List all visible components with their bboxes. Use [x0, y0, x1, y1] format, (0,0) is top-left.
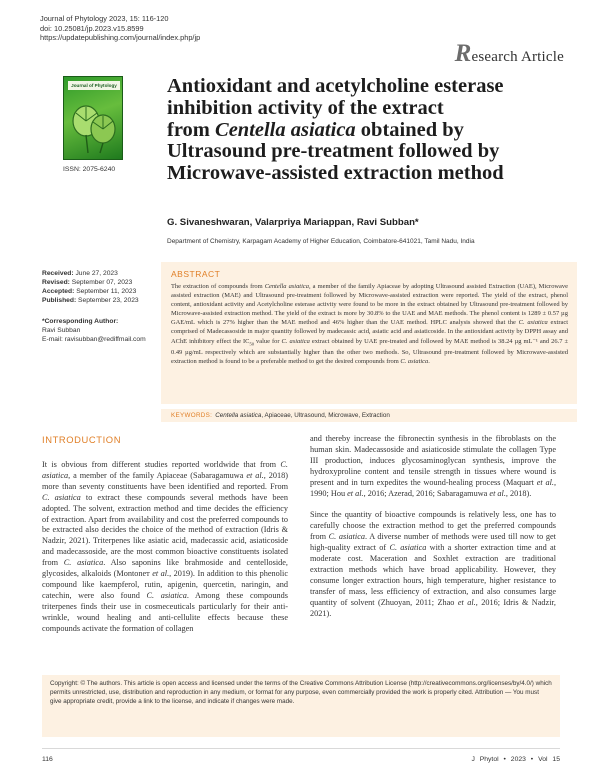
journal-header — [40, 14, 200, 43]
accepted-label: Accepted: — [42, 287, 75, 295]
received-label: Received: — [42, 270, 74, 277]
title-line-5: Microwave-assisted extraction method — [167, 162, 504, 185]
corresponding-author — [42, 318, 154, 345]
author-list: G. Sivaneshwaran, Valarpriya Mariappan, Ravi Subban* — [167, 217, 419, 228]
journal-citation: Journal of Phytology 2023, 15: 116-120 — [40, 14, 169, 23]
leaf-icon — [70, 95, 118, 155]
revised-value: September 07, 2023 — [69, 278, 133, 286]
badge-initial: R — [454, 40, 472, 67]
title-line-3-post: obtained by — [355, 118, 464, 141]
received-value: June 27, 2023 — [73, 270, 118, 277]
intro-paragraph-1: It is obvious from different studies reported worldwide that from C. asiatica, a member of the family Apiaceae (Sabaragamuwa et al., 2018) more than seventy constituents have been identified and reported. From C. asiatica to extract these compounds several methods have been adopted. The solvent, extraction method and time decides the efficiency of extraction. Apart from availability and cost the preferred compounds to be extracted also decides the choice of the method of extraction (Idris & Nadzir, 2021). Triterpenes like asiatic acid, madecassic acid, asiaticoside and madecassoside, are the most common bioactive constituents isolated from C. asiatica. Also saponins like brahmoside and centelloside, glycosides, alkaloids (Montoneт et al., 2019). In addition to this phenolic compound like kaempferol, rutin, apigenin, quercetin, naringin, and catechin, were also found C. asiatica. Among these compounds triterpenes finds their use in cosmeceuticals particularly for their anti-wrinkle, wound healing and anti-cellulite effects because these compounds activate the formation of collagen — [42, 460, 288, 633]
published-value: September 23, 2023 — [76, 296, 139, 304]
introduction-heading: INTRODUCTION — [42, 434, 122, 445]
corresponding-name: Ravi Subban — [42, 326, 81, 334]
page-number: 116 — [42, 756, 53, 763]
article-type-badge — [455, 40, 564, 68]
revised-date — [42, 279, 152, 288]
footer-divider — [42, 748, 560, 749]
published-label: Published: — [42, 296, 77, 304]
footer-journal-info: J Phytol • 2023 • Vol 15 — [471, 756, 560, 763]
title-line-2: inhibition activity of the extract — [167, 96, 444, 119]
body-column-right — [310, 434, 556, 620]
revised-label: Revised: — [42, 278, 70, 286]
corresponding-label: *Corresponding Author: — [42, 318, 119, 325]
affiliation: Department of Chemistry, Karpagam Academy of Higher Education, Coimbatore-641021, Tamil Nadu, India — [167, 238, 475, 245]
published-date — [42, 297, 152, 306]
intro-paragraph-2: and thereby increase the fibronectin synthesis in the fibroblasts on the human skin. Madecassoside and asiaticoside stimulate the collagen Type III production, induces glycosaminoglycan synthesis, improve the hydroxyproline content and tensile strength in tissues where wound is present and in turn expedites the wound-healing process (Maquart et al., 1990; Hou et al., 2016; Azerad, 2016; Sabaragamuwa et al., 2018). — [310, 434, 556, 498]
article-title — [167, 76, 587, 185]
intro-paragraph-3: Since the quantity of bioactive compounds is relatively less, one has to carefully choose the extraction method to get the preferred compounds from C. asiatica. A diverse number of methods were used till now to get high-quality extract of C. asiatica with a shorter extraction time and at moderate cost. Maceration and Soxhlet extraction are traditional extraction methods which have broad applicability. However, they consume longer extraction hours, high temperature, higher resistance to transfer of mass, less efficiency of extraction, and also consumes large quantity of solvent (Zhuoyan, 2011; Zhao et al., 2016; Idris & Nadzir, 2021). — [310, 510, 556, 618]
keyword-species: Centella asiatica — [215, 412, 262, 419]
footer-journal: J Phytol — [471, 756, 499, 763]
title-line-3 — [167, 120, 587, 142]
accepted-value: September 11, 2023 — [74, 287, 137, 295]
body-column-left — [42, 460, 288, 635]
doi-text[interactable]: doi: 10.25081/jp.2023.v15.8599 — [40, 23, 144, 33]
abstract-text: The extraction of compounds from Centella asiatica, a member of the family Apiaceae by adopting Ultrasound assisted Extraction (UAE), Microwave assisted extraction (MAE) and Ultrasound pre-treatment followed by Microwave-assisted extraction were reported. The yield of the extract, phenol content, antioxidant activity and Acetylcholine esterase activity were found to be more in the extract obtained by Ultrasound pre-treatment followed by Microwave-assisted extraction method. The yield of the extract is more by 30.8% to the UAE and MAE methods. The phenol content is 1289 ± 0.57 µg GAE/mL which is 27% higher than the MAE method and 46% higher than the UAE method. HPLC analysis showed that the C. asiatica extract comprised of Madecassoside in major quantity followed by madecassic acid, asiatic acid and asiaticoside. In the antioxidant activity by DPPH assay and AChE inhibitory effect the $IC_{50}$ value for C. asiatica extract obtained by UAE pre-treated and followed by MAE method is 38.24 µg mL⁻¹ and 26.7 ± 0.49 µg/mL respectively which are substantially higher than the other two methods. So, Ultrasound pre-treatment followed by Microwave-assisted extraction method is found to be a preferable method to get the desired compounds from C. asiatica. — [171, 283, 568, 366]
keywords-label: KEYWORDS: — [171, 412, 213, 419]
cover-masthead — [68, 81, 120, 90]
accepted-date — [42, 288, 152, 297]
corresponding-email[interactable]: E-mail: ravisubban@rediffmail.com — [42, 335, 146, 343]
cover-masthead-text: Journal of Phytology — [71, 83, 117, 88]
journal-cover-image — [63, 76, 123, 160]
keywords-list: , Apiaceae, Ultrasound, Microwave, Extraction — [261, 412, 390, 419]
journal-url[interactable]: https://updatepublishing.com/journal/index.php/jp — [40, 33, 201, 43]
abstract-panel — [161, 262, 577, 404]
keywords-bar — [161, 409, 577, 422]
copyright-notice: Copyright: © The authors. This article is open access and licensed under the terms of the Creative Commons Attribution License (http://creativecommons.org/licenses/by/4.0/) which permits unrestricted, use, distribution and reproduction in any medium, or format for any purpose, even commercially provided the work is properly cited. Attribution — You must give appropriate credit, provide a link to the license, and indicate if changes were made. — [42, 675, 560, 737]
issn-number: ISSN: 2075-6240 — [63, 166, 116, 173]
received-date — [42, 270, 152, 279]
title-line-1: Antioxidant and acetylcholine esterase — [167, 75, 504, 97]
footer-year: 2023 — [510, 756, 526, 763]
title-line-3-pre: from — [167, 118, 216, 141]
abstract-heading: ABSTRACT — [171, 269, 221, 279]
article-dates — [42, 270, 152, 306]
title-species: Centella asiatica — [215, 118, 356, 141]
title-line-4: Ultrasound pre-treatment followed by — [167, 140, 500, 163]
footer-volume: Vol 15 — [538, 756, 560, 763]
badge-rest: esearch Article — [471, 49, 564, 65]
